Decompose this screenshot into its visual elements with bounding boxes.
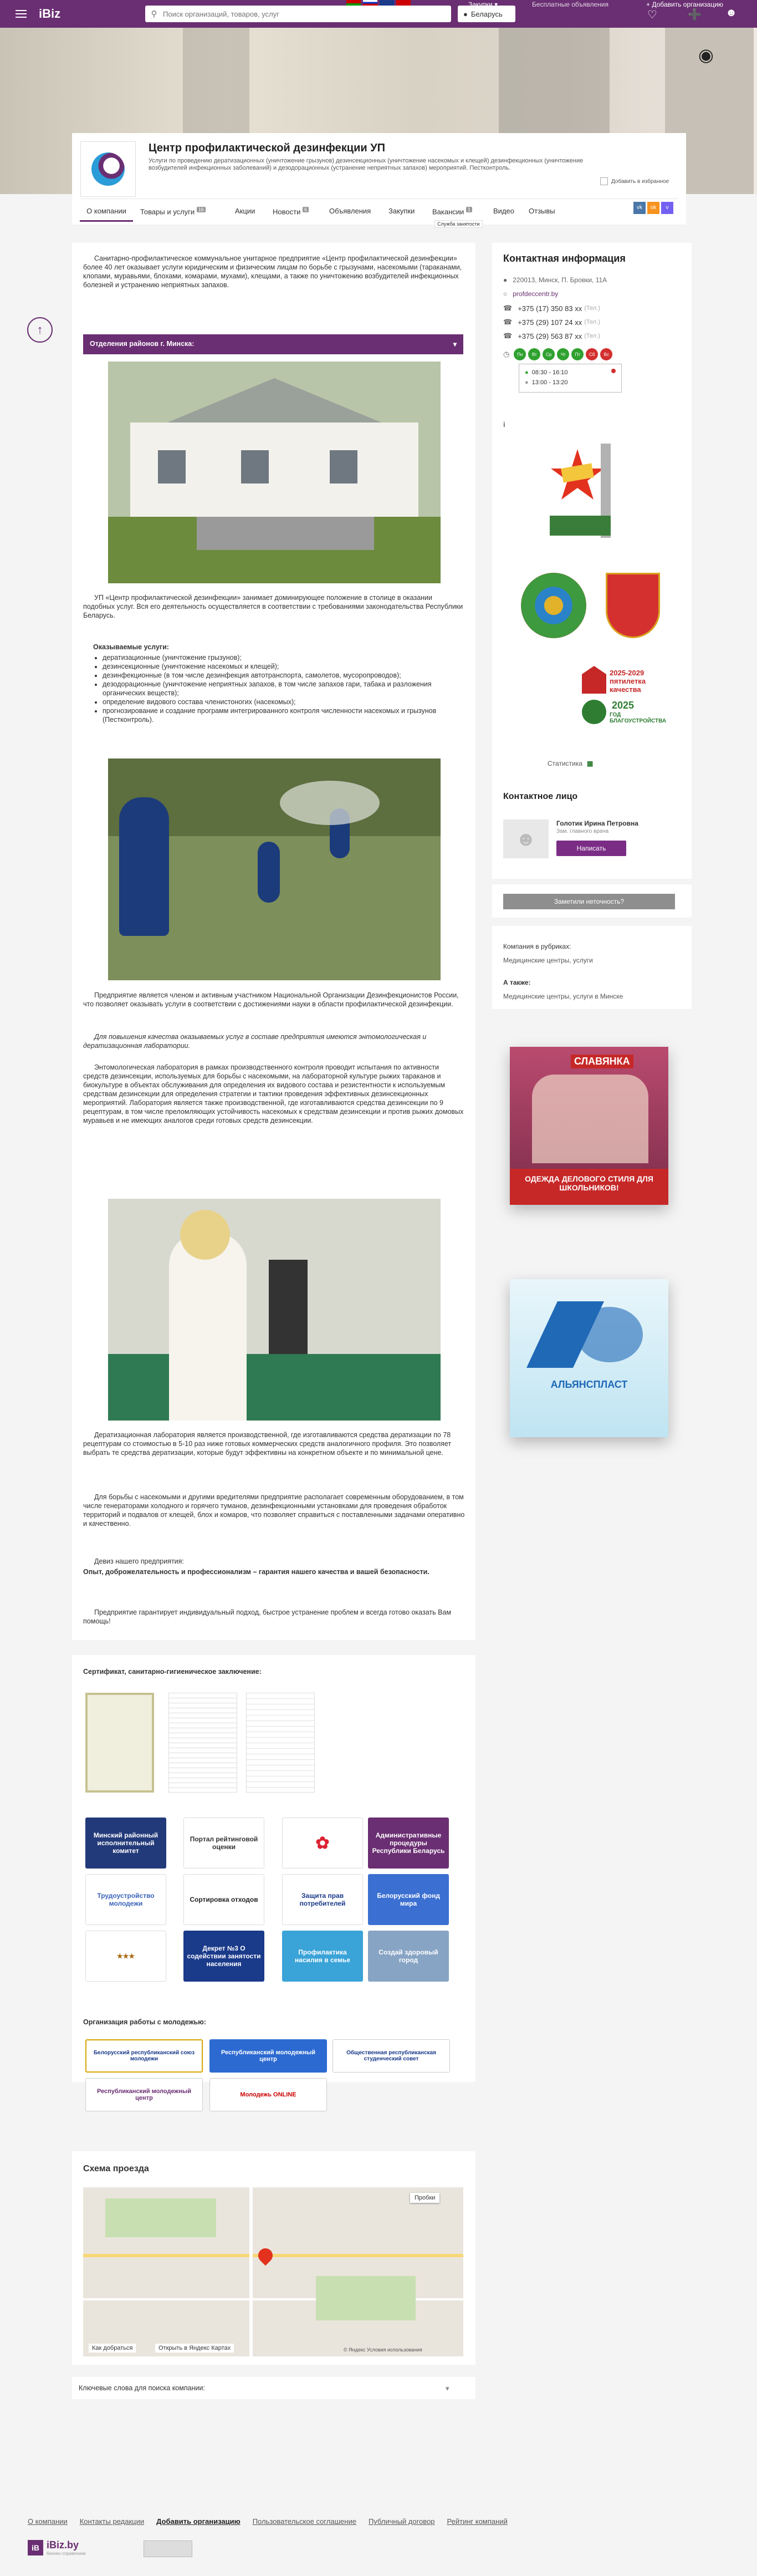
- logo-banner[interactable]: ★★★: [85, 1931, 166, 1982]
- contacts-title: Контактная информация: [503, 253, 626, 264]
- footer-logo[interactable]: iB iBiz.by бизнес-справочник: [28, 2539, 85, 2556]
- logo-banner[interactable]: Административные процедуры Республики Беларусь: [368, 1818, 449, 1869]
- company-description: Услуги по проведению дератизационных (уничтожение грызунов) дезинсекционных (уничтожение насекомых и клещей) дезинфекционных (уничтожение возбудителей инфекционных заболеваний) и дезодорационных (устранение неприятных запахов) мероприятий. Пестконтроль.: [149, 157, 584, 171]
- phone-icon: ☎: [503, 332, 513, 340]
- contact-person-name: Голотик Ирина Петровна: [556, 819, 638, 827]
- day-badge: Сб: [586, 348, 598, 360]
- flags[interactable]: [346, 0, 411, 6]
- footer-link[interactable]: Добавить организацию: [156, 2517, 241, 2526]
- site-row: [503, 290, 558, 298]
- logo-banner[interactable]: Защита прав потребителей: [282, 1874, 363, 1925]
- working-days: [503, 348, 612, 360]
- map-title: Схема проезда: [83, 2164, 149, 2173]
- viber-icon[interactable]: v: [661, 202, 673, 214]
- day-badge: Вс: [600, 348, 612, 360]
- ok-icon[interactable]: ok: [647, 202, 659, 214]
- map-marker-icon[interactable]: [255, 2246, 276, 2266]
- certificates-title: Сертификат, санитарно-гигиеническое заключение:: [83, 1668, 262, 1676]
- region-select[interactable]: ● Беларусь: [458, 6, 515, 22]
- footer-link[interactable]: О компании: [28, 2517, 68, 2526]
- break-icon: ●: [525, 379, 529, 386]
- tab-badge: 1: [466, 207, 472, 212]
- paragraph-6: Для борьбы с насекомыми и другими вредителями предприятие располагает современным оборудованием, в том числе генераторами холодного и горячего туманов, дезинфекционными установками для проведения обработок территорий и подвалов от клещей, блох и комаров, что позволяет справиться с поставленными задачами оперативно и качественно.: [83, 1493, 465, 1528]
- contact-person-title: Контактное лицо: [503, 792, 578, 801]
- paragraph-1: УП «Центр профилактической дезинфекции» занимает доминирующее положение в столице в оказании подобных услуг. Вся его деятельность осуществляется в соответствии с требованиями законодательства Республики Беларусь.: [83, 594, 463, 619]
- flag-icon[interactable]: [363, 0, 377, 6]
- youth-title: Организация работы с молодежью:: [83, 2018, 206, 2026]
- tab-products[interactable]: Товары и услуги $^{16}$: [140, 207, 206, 216]
- company-logo: [80, 141, 136, 197]
- site-link[interactable]: profdeccentr.by: [513, 290, 559, 298]
- districts-bar[interactable]: Отделения районов г. Минска: ▾: [83, 334, 463, 354]
- rubric-link[interactable]: Медицинские центры, услуги в Минске: [503, 992, 623, 1000]
- purchases-link[interactable]: Закупки ▾: [468, 1, 498, 8]
- paragraph-3: Для повышения качества оказываемых услуг в составе предприятия имеются энтомологическая и дератизационная лаборатории.: [83, 1033, 427, 1050]
- search-box[interactable]: [145, 6, 451, 22]
- belarus-emblem: [521, 573, 586, 638]
- location-pin-icon: ●: [503, 276, 508, 284]
- favorites-icon[interactable]: ♡: [647, 9, 657, 21]
- search-icon: ⚲: [151, 9, 157, 19]
- logo-banner[interactable]: Минский районный исполнительный комитет: [85, 1818, 166, 1869]
- search-input[interactable]: [163, 7, 451, 21]
- logo-banner[interactable]: Профилактика насилия в семье: [282, 1931, 363, 1982]
- intro-paragraph: Санитарно-профилактическое коммунальное унитарное предприятие «Центр профилактической дезинфекции» более 40 лет оказывает услуги юридическим и физическим лицам по борьбе с грызунами, насекомыми (тараканами, клопами, муравьями, блохами, комарами, мухами), клещами, а также по уничтожению возбудителей инфекционных болезней и устранению неприятных запахов.: [83, 254, 462, 289]
- scroll-up-button[interactable]: ↑: [27, 317, 53, 343]
- phone-row[interactable]: ☎ +375 (29) 563 87 хх (Тел.): [503, 332, 600, 340]
- day-badge: Ср: [543, 348, 555, 360]
- chart-icon: ▦: [587, 760, 594, 767]
- youth-banner[interactable]: Общественная республиканская студенческий совет: [333, 2039, 450, 2073]
- footer-link[interactable]: Публичный договор: [368, 2517, 435, 2526]
- employment-service-note[interactable]: Служба занятости: [434, 220, 483, 228]
- info-icon[interactable]: i: [503, 420, 505, 429]
- list-item: • дезодорационные (уничтожение неприятных запахов, в том числе запахов гари, табака и разложения органических веществ);: [103, 680, 468, 698]
- flag-icon[interactable]: [380, 0, 394, 6]
- laboratory-photo: [108, 1199, 441, 1421]
- route-link[interactable]: Как добраться: [89, 2344, 136, 2353]
- clock-icon: ◷: [503, 350, 510, 358]
- logo-banner[interactable]: Декрет №3 О содействии занятости населения: [183, 1931, 264, 1982]
- chevron-down-icon[interactable]: ▾: [446, 2384, 449, 2392]
- ad-banner-slavyanka[interactable]: СЛАВЯНКА ОДЕЖДА ДЕЛОВОГО СТИЛЯ ДЛЯ ШКОЛЬНИКОВ!: [510, 1047, 668, 1205]
- day-badge: Пт: [571, 348, 584, 360]
- paragraph-2: Предприятие является членом и активным участником Национальной Организации Дезинфекционистов России, что позволяет оказывать услуги в соответствии с достижениями науки в области профилактической дезинфекции.: [83, 991, 459, 1008]
- award-badge: [550, 444, 620, 543]
- footer-link[interactable]: Контакты редакции: [79, 2517, 145, 2526]
- social-share: [633, 202, 673, 214]
- ad-banner-alliance[interactable]: АЛЬЯНСПЛАСТ: [510, 1279, 668, 1437]
- add-icon[interactable]: ➕: [688, 9, 702, 21]
- footer-link[interactable]: Рейтинг компаний: [447, 2517, 508, 2526]
- avatar: ☻: [503, 819, 549, 858]
- youth-banner[interactable]: Белорусский республиканский союз молодежи: [85, 2039, 203, 2073]
- flag-icon[interactable]: [346, 0, 361, 6]
- quality-badge: 2025-2029 пятилетка качества 2025 ГОД БЛАГОУСТРОЙСТВА: [582, 663, 666, 730]
- traffic-button[interactable]: Пробки: [410, 2193, 439, 2203]
- tab-vacancies[interactable]: Вакансии $^1$: [432, 207, 472, 216]
- globe-icon: ○: [503, 290, 508, 298]
- flag-icon[interactable]: [396, 0, 411, 6]
- clock-icon: ●: [525, 369, 529, 376]
- list-item: • дезинсекционные (уничтожение насекомых и клещей);: [103, 662, 468, 671]
- paragraph-4: Энтомологическая лаборатория в рамках производственного контроля проводит испытания по активности средств дезинсекции, используемых для борьбы с насекомыми, на лабораторной культуре рыжих тараканов и биокультуре в объектах обслуживания для определения их видового состава и резистентности к используемым средствам дезинсекции для определения стратегии и тактики проведения эффективных дезинсекционных мероприятий. Лаборатория является также производственной, где изготавливаются средства дезинсекции по 9 рецептурам, в том числе преломляющих устойчивость насекомых к средствам дезинсекции и против рыжих домовых муравьев и не имеющих аналогов среди готовых средств дезинсекции.: [83, 1063, 464, 1124]
- day-badge: Пн: [514, 348, 526, 360]
- favorites-checkbox[interactable]: Добавить в избранное: [600, 177, 669, 185]
- tab-video[interactable]: Видео: [493, 207, 514, 215]
- menu-icon[interactable]: [16, 10, 27, 18]
- phone-icon: ☎: [503, 304, 513, 312]
- tab-badge: 16: [197, 207, 206, 212]
- keywords-label: Ключевые слова для поиска компании:: [79, 2384, 205, 2392]
- address-row: ● 220013, Минск, П. Бровки, 11А: [503, 276, 607, 284]
- rubrics-title: Компания в рубриках:: [503, 943, 571, 950]
- day-badge: Вт: [528, 348, 540, 360]
- day-badge: Чт: [557, 348, 569, 360]
- location-pin-icon: ●: [463, 9, 468, 18]
- disinfection-photo: [108, 758, 441, 980]
- building-photo: [108, 362, 441, 583]
- tab-ads[interactable]: Объявления: [329, 207, 371, 215]
- phone-row[interactable]: ☎ +375 (29) 107 24 хх (Тел.): [503, 318, 600, 327]
- vk-icon[interactable]: vk: [633, 202, 646, 214]
- closing-paragraph: Предприятие гарантирует индивидуальный подход, быстрое устранение проблем и всегда готово оказать Вам помощь!: [83, 1608, 451, 1625]
- site-logo[interactable]: iBiz: [39, 7, 61, 21]
- minsk-region-emblem: [606, 573, 660, 638]
- list-item: • дезинфекционные (в том числе дезинфекция автотранспорта, самолетов, мусоропроводов);: [103, 671, 468, 680]
- logo-banner[interactable]: Белорусский фонд мира: [368, 1874, 449, 1925]
- report-inaccuracy-button[interactable]: Заметили неточность?: [503, 894, 675, 909]
- motto: Опыт, доброжелательность и профессионализм – гарантия нашего качества и вашей безопасности.: [83, 1568, 429, 1576]
- services-list: [103, 653, 468, 724]
- write-button[interactable]: Написать: [556, 841, 626, 856]
- user-icon[interactable]: ☻: [725, 7, 738, 19]
- logo-banner[interactable]: Создай здоровый город: [368, 1931, 449, 1982]
- paragraph-5: Дератизационная лаборатория является производственной, где изготавливаются средства дератизации по 78 рецептурам со стоимостью в 5-10 раз ниже готовых коммерческих средств аналогичного профиля. Это позволяет выбрать те средства дератизации, которые будут эффективны на конкретном объекте и по минимальной цене.: [83, 1431, 452, 1457]
- map-copyright: © Яндекс Условия использования: [344, 2347, 422, 2353]
- services-title: Оказываемые услуги:: [93, 643, 169, 651]
- rubrics-also-title: А также:: [503, 979, 531, 986]
- certificate-image[interactable]: [246, 1693, 315, 1793]
- hours-box: ● 08:30 - 16:10 ● 13:00 - 13:20: [519, 364, 622, 393]
- list-item: • определение видового состава членистоногих (насекомых);: [103, 698, 468, 706]
- map-view[interactable]: [83, 2187, 463, 2356]
- certificate-image[interactable]: [85, 1693, 154, 1793]
- youth-banner[interactable]: Молодежь ONLINE: [209, 2078, 327, 2111]
- rubric-link[interactable]: Медицинские центры, услуги: [503, 956, 593, 964]
- top-bar: [0, 0, 757, 28]
- add-org-link[interactable]: + Добавить организацию: [646, 1, 723, 8]
- list-item: • дератизационные (уничтожение грызунов);: [103, 653, 468, 662]
- statistics-link[interactable]: Статистика ▦: [548, 760, 594, 767]
- logo-banner[interactable]: ✿: [282, 1818, 363, 1869]
- tab-reviews[interactable]: Отзывы: [529, 207, 555, 215]
- open-maps-link[interactable]: Открыть в Яндекс Картах: [155, 2344, 234, 2353]
- tab-promotions[interactable]: Акции: [235, 207, 255, 215]
- motto-title: Девиз нашего предприятия:: [94, 1557, 184, 1565]
- youth-banner[interactable]: Республиканский молодежный центр: [85, 2078, 203, 2111]
- company-name: Центр профилактической дезинфекции УП: [149, 142, 386, 154]
- youth-banner[interactable]: Республиканский молодежный центр: [209, 2039, 327, 2073]
- tab-purchases[interactable]: Закупки: [388, 207, 415, 215]
- counter-badge: [144, 2541, 192, 2557]
- eye-icon[interactable]: ◉: [698, 45, 714, 65]
- chevron-down-icon: ▾: [453, 340, 457, 348]
- footer-link[interactable]: Пользовательское соглашение: [252, 2517, 356, 2526]
- logo-banner[interactable]: Портал рейтинговой оценки: [183, 1818, 264, 1869]
- free-ads-link[interactable]: Бесплатные объявления: [532, 1, 608, 8]
- phone-row[interactable]: ☎ +375 (17) 350 83 хх (Тел.): [503, 304, 600, 313]
- phone-icon: ☎: [503, 318, 513, 326]
- logo-banner[interactable]: Сортировка отходов: [183, 1874, 264, 1925]
- certificate-image[interactable]: [168, 1693, 237, 1793]
- tab-badge: 6: [303, 207, 309, 212]
- list-item: • прогнозирование и создание программ интегрированного контроля численности насекомых и грызунов (Пестконтроль).: [103, 706, 468, 724]
- tab-news[interactable]: Новости $^6$: [273, 207, 309, 216]
- footer-links: [28, 2517, 508, 2526]
- logo-banner[interactable]: Трудоустройство молодежи: [85, 1874, 166, 1925]
- contact-person-role: Зам. главного врача: [556, 828, 609, 834]
- tab-about[interactable]: О компании: [80, 200, 133, 222]
